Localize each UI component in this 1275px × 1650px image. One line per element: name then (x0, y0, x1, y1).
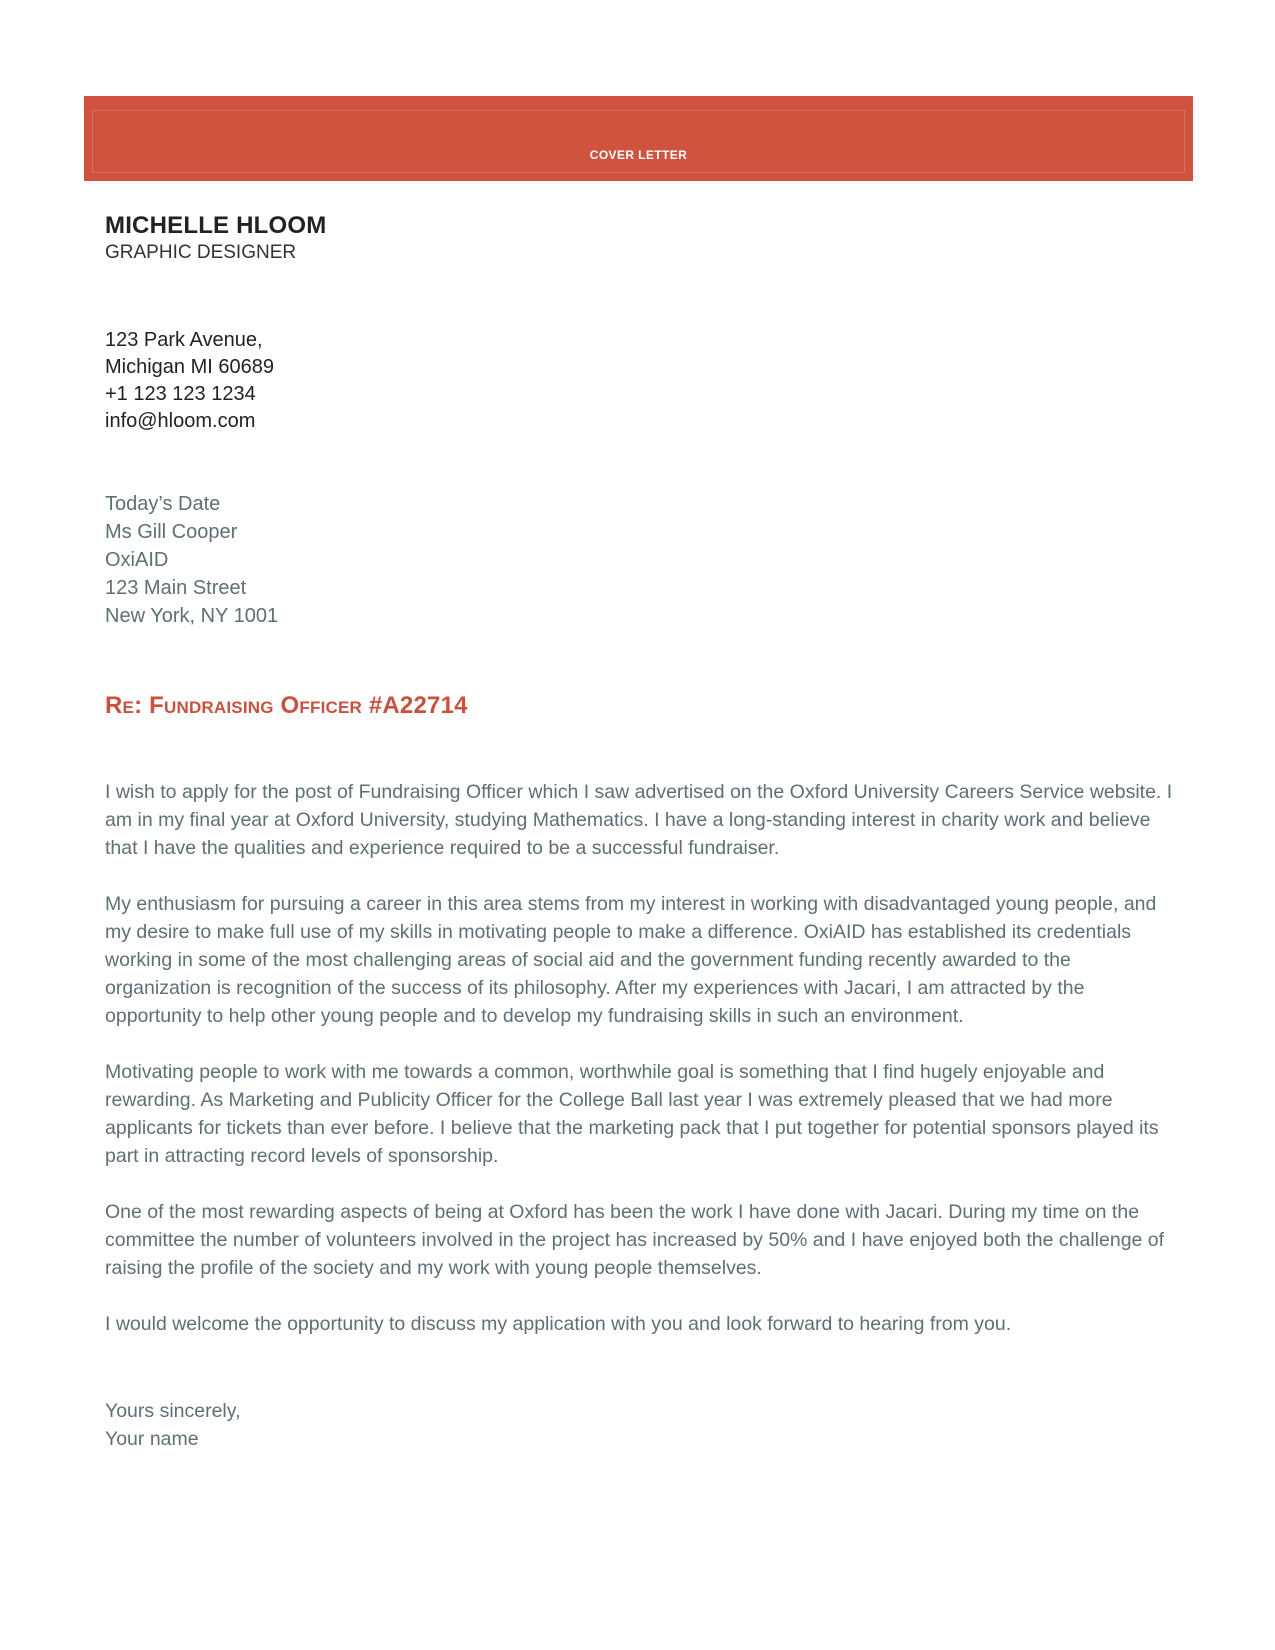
recipient-company: OxiAID (105, 549, 169, 571)
recipient-city: New York, NY 1001 (105, 605, 279, 627)
body-paragraph: My enthusiasm for pursuing a career in this area stems from my interest in working with disadvantaged young people, and my desire to make full use of my skills in motivating people to make a difference. OxiAID has established its credentials working in some of the most challenging areas of social aid and the government funding recently awarded to the organization is recognition of the success of its philosophy. After my experiences with Jacari, I am attracted by the opportunity to help other young people and to develop my fundraising skills in such an environment. (105, 893, 1157, 1027)
closing-salutation: Yours sincerely, (105, 1400, 241, 1422)
sender-phone: +1 123 123 1234 (105, 383, 256, 405)
body-paragraph: I would welcome the opportunity to discuss my application with you and look forward to hearing from you. (105, 1313, 1012, 1335)
body-paragraph: One of the most rewarding aspects of being at Oxford has been the work I have done with Jacari. During my time on the committee the number of volunteers involved in the project has increased by 50% and I have enjoyed both the challenge of raising the profile of the society and my work with young people themselves. (105, 1201, 1165, 1279)
recipient-name: Ms Gill Cooper (105, 521, 238, 543)
header-band (84, 96, 1193, 181)
sender-email: info@hloom.com (105, 410, 256, 432)
letter-body (105, 778, 1180, 1366)
recipient-block (105, 490, 278, 630)
sender-name: MICHELLE HLOOM (105, 212, 327, 239)
sender-address-line2: Michigan MI 60689 (105, 356, 274, 378)
sender-address-line1: 123 Park Avenue, (105, 329, 263, 351)
sender-address-block (105, 327, 274, 435)
sender-role: GRAPHIC DESIGNER (105, 242, 297, 263)
header-frame (92, 110, 1185, 173)
body-paragraph: Motivating people to work with me towards a common, worthwhile goal is something that I find hugely enjoyable and rewarding. As Marketing and Publicity Officer for the College Ball last year I was extremely pleased that we had more applicants for tickets than ever before. I believe that the marketing pack that I put together for potential sponsors played its part in attracting record levels of sponsorship. (105, 1061, 1159, 1167)
closing-signature: Your name (105, 1428, 199, 1450)
subject-line: Re: Fundraising Officer #A22714 (105, 692, 468, 719)
body-paragraph: I wish to apply for the post of Fundraising Officer which I saw advertised on the Oxford University Careers Service website. I am in my final year at Oxford University, studying Mathematics. I have a long-standing interest in charity work and believe that I have the qualities and experience required to be a successful fundraiser. (105, 781, 1173, 859)
closing-block (105, 1397, 240, 1453)
document-title: COVER LETTER (589, 148, 688, 162)
recipient-street: 123 Main Street (105, 577, 247, 599)
letter-date: Today’s Date (105, 493, 221, 515)
